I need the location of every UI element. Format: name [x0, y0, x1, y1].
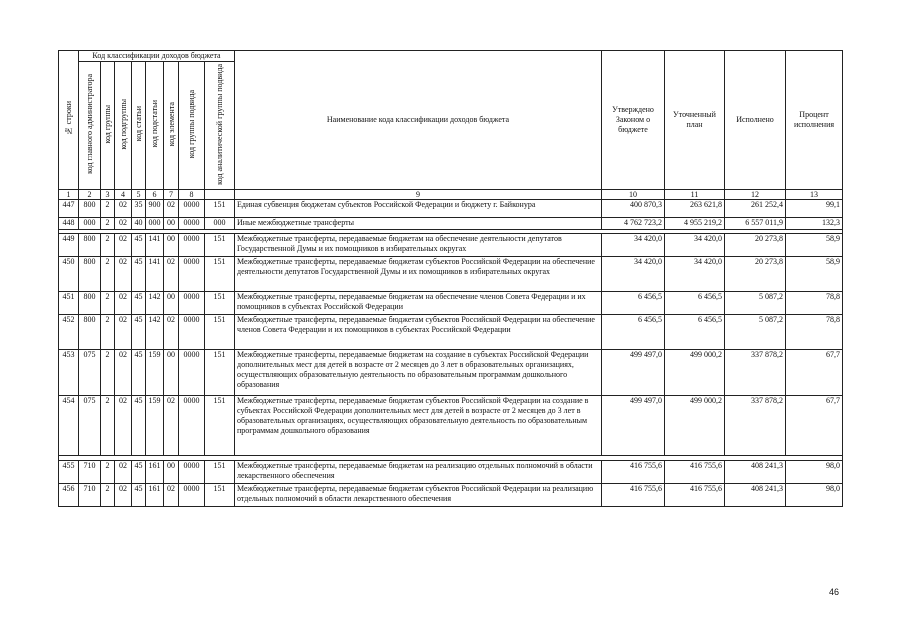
table-row: [59, 218, 843, 230]
percent-cell: 132,3: [786, 218, 843, 230]
element-code-cell: 00: [164, 350, 179, 396]
element-code-cell: 00: [164, 234, 179, 257]
subgroup-code-cell: 02: [115, 396, 132, 456]
table-row: [59, 484, 843, 507]
executed-amount-cell: 261 252,4: [725, 200, 786, 218]
col-number: 2: [79, 190, 101, 200]
group-code-cell: 2: [101, 396, 115, 456]
analytic-group-code-cell: 151: [205, 315, 235, 350]
group-code-cell: 2: [101, 234, 115, 257]
subarticle-code-cell: 141: [146, 234, 164, 257]
approved-amount-cell: 4 762 723,2: [602, 218, 665, 230]
percent-cell: 67,7: [786, 350, 843, 396]
table-row: [59, 292, 843, 315]
col-number: 1: [59, 190, 79, 200]
element-code-cell: 02: [164, 396, 179, 456]
executed-header: Исполнено: [725, 51, 786, 190]
subgroup-code-cell: 02: [115, 200, 132, 218]
analytic-group-code-cell: 151: [205, 350, 235, 396]
refined-plan-cell: 4 955 219,2: [665, 218, 725, 230]
analytic-group-code-cell: 151: [205, 461, 235, 484]
table-row: [59, 257, 843, 292]
row-number-cell: 450: [59, 257, 79, 292]
subarticle-code-cell: 900: [146, 200, 164, 218]
col-number: 11: [665, 190, 725, 200]
element-code-cell: 02: [164, 257, 179, 292]
name-header: Наименование кода классификации доходов бюджета: [235, 51, 602, 190]
income-name-cell: Межбюджетные трансферты, передаваемые бюджетам на обеспечение членов Совета Федерации и их помощников в субъектах Российской Федерации: [235, 292, 602, 315]
refined-plan-cell: 416 755,6: [665, 484, 725, 507]
subgroup-code-cell: 02: [115, 218, 132, 230]
refined-plan-cell: 263 621,8: [665, 200, 725, 218]
subarticle-code-cell: 161: [146, 461, 164, 484]
row-number-cell: 455: [59, 461, 79, 484]
row-number-cell: 453: [59, 350, 79, 396]
group-code-cell: 2: [101, 218, 115, 230]
income-name-cell: Межбюджетные трансферты, передаваемые бюджетам субъектов Российской Федерации на обеспечение деятельности депутатов Государственной Думы и их помощников в избирательных округах: [235, 257, 602, 292]
subtype-group-code-cell: 0000: [179, 461, 205, 484]
table-row: [59, 315, 843, 350]
analytic-group-code-cell: 151: [205, 234, 235, 257]
code-header-group: код группы: [101, 62, 115, 190]
code-header-element: код элемента: [164, 62, 179, 190]
executed-amount-cell: 408 241,3: [725, 484, 786, 507]
approved-amount-cell: 6 456,5: [602, 315, 665, 350]
percent-cell: 58,9: [786, 257, 843, 292]
admin-code-cell: 800: [79, 200, 101, 218]
col-number: 10: [602, 190, 665, 200]
approved-amount-cell: 6 456,5: [602, 292, 665, 315]
row-number-cell: 448: [59, 218, 79, 230]
subtype-group-code-cell: 0000: [179, 234, 205, 257]
group-code-cell: 2: [101, 315, 115, 350]
subarticle-code-cell: 000: [146, 218, 164, 230]
col-number: 7: [164, 190, 179, 200]
article-code-cell: 45: [132, 257, 146, 292]
approved-amount-cell: 499 497,0: [602, 350, 665, 396]
refined-plan-cell: 499 000,2: [665, 350, 725, 396]
article-code-cell: 45: [132, 396, 146, 456]
article-code-cell: 40: [132, 218, 146, 230]
refined-header: Уточненный план: [665, 51, 725, 190]
row-number-cell: 449: [59, 234, 79, 257]
budget-income-table: [58, 50, 843, 507]
income-name-cell: Иные межбюджетные трансферты: [235, 218, 602, 230]
article-code-cell: 45: [132, 292, 146, 315]
classification-code-group-header: Код классификации доходов бюджета: [79, 51, 235, 62]
table-row: [59, 350, 843, 396]
group-code-cell: 2: [101, 200, 115, 218]
subgroup-code-cell: 02: [115, 350, 132, 396]
refined-plan-cell: 416 755,6: [665, 461, 725, 484]
percent-cell: 99,1: [786, 200, 843, 218]
code-header-analytic-group: код аналитической группы подвида: [205, 62, 235, 190]
percent-cell: 78,8: [786, 292, 843, 315]
income-name-cell: Межбюджетные трансферты, передаваемые бюджетам на создание в субъектах Российской Федерации дополнительных мест для детей в возрасте от 2 месяцев до 3 лет в образовательных организациях, осуществляющих образовательную деятельность по образовательным программам дошкольного образования: [235, 350, 602, 396]
table-row: [59, 200, 843, 218]
executed-amount-cell: 20 273,8: [725, 234, 786, 257]
article-code-cell: 45: [132, 234, 146, 257]
approved-amount-cell: 34 420,0: [602, 234, 665, 257]
income-name-cell: Единая субвенция бюджетам субъектов Российской Федерации и бюджету г. Байконура: [235, 200, 602, 218]
executed-amount-cell: 337 878,2: [725, 396, 786, 456]
col-number: 3: [101, 190, 115, 200]
subgroup-code-cell: 02: [115, 257, 132, 292]
analytic-group-code-cell: 151: [205, 396, 235, 456]
income-name-cell: Межбюджетные трансферты, передаваемые бюджетам субъектов Российской Федерации на обеспечение членов Совета Федерации и их помощников в субъектах Российской Федерации: [235, 315, 602, 350]
approved-amount-cell: 416 755,6: [602, 484, 665, 507]
col-number: 13: [786, 190, 843, 200]
group-code-cell: 2: [101, 292, 115, 315]
executed-amount-cell: 5 087,2: [725, 315, 786, 350]
refined-plan-cell: 34 420,0: [665, 234, 725, 257]
subtype-group-code-cell: 0000: [179, 484, 205, 507]
element-code-cell: 02: [164, 484, 179, 507]
article-code-cell: 45: [132, 350, 146, 396]
element-code-cell: 00: [164, 461, 179, 484]
code-header-subarticle: код подстатьи: [146, 62, 164, 190]
approved-amount-cell: 499 497,0: [602, 396, 665, 456]
refined-plan-cell: 499 000,2: [665, 396, 725, 456]
admin-code-cell: 800: [79, 257, 101, 292]
percent-cell: 98,0: [786, 484, 843, 507]
row-number-header: № строки: [59, 51, 79, 190]
percent-cell: 98,0: [786, 461, 843, 484]
col-number: 8: [179, 190, 205, 200]
code-header-subgroup: код подгруппы: [115, 62, 132, 190]
subtype-group-code-cell: 0000: [179, 292, 205, 315]
subtype-group-code-cell: 0000: [179, 350, 205, 396]
article-code-cell: 45: [132, 461, 146, 484]
subgroup-code-cell: 02: [115, 461, 132, 484]
col-number: 4: [115, 190, 132, 200]
analytic-group-code-cell: 151: [205, 257, 235, 292]
row-number-cell: 451: [59, 292, 79, 315]
subarticle-code-cell: 159: [146, 396, 164, 456]
col-number: [205, 190, 235, 200]
admin-code-cell: 075: [79, 350, 101, 396]
admin-code-cell: 710: [79, 484, 101, 507]
row-number-cell: 447: [59, 200, 79, 218]
group-code-cell: 2: [101, 350, 115, 396]
subtype-group-code-cell: 0000: [179, 396, 205, 456]
executed-amount-cell: 5 087,2: [725, 292, 786, 315]
subgroup-code-cell: 02: [115, 234, 132, 257]
table-row: [59, 396, 843, 456]
col-number: 12: [725, 190, 786, 200]
analytic-group-code-cell: 151: [205, 292, 235, 315]
element-code-cell: 02: [164, 200, 179, 218]
subgroup-code-cell: 02: [115, 484, 132, 507]
subgroup-code-cell: 02: [115, 315, 132, 350]
income-name-cell: Межбюджетные трансферты, передаваемые бюджетам на реализацию отдельных полномочий в области лекарственного обеспечения: [235, 461, 602, 484]
row-number-cell: 454: [59, 396, 79, 456]
percent-header: Процент исполнения: [786, 51, 843, 190]
code-header-administrator: код главного администратора: [79, 62, 101, 190]
executed-amount-cell: 408 241,3: [725, 461, 786, 484]
refined-plan-cell: 34 420,0: [665, 257, 725, 292]
analytic-group-code-cell: 151: [205, 200, 235, 218]
row-number-cell: 456: [59, 484, 79, 507]
table-row: [59, 234, 843, 257]
subgroup-code-cell: 02: [115, 292, 132, 315]
col-number: 5: [132, 190, 146, 200]
approved-amount-cell: 416 755,6: [602, 461, 665, 484]
admin-code-cell: 800: [79, 315, 101, 350]
executed-amount-cell: 337 878,2: [725, 350, 786, 396]
subtype-group-code-cell: 0000: [179, 257, 205, 292]
income-name-cell: Межбюджетные трансферты, передаваемые бюджетам на обеспечение деятельности депутатов Государственной Думы и их помощников в избирательных округах: [235, 234, 602, 257]
income-name-cell: Межбюджетные трансферты, передаваемые бюджетам субъектов Российской Федерации на создание в субъектах Российской Федерации дополнительных мест для детей в возрасте от 2 месяцев до 3 лет в образовательных организациях, осуществляющих образовательную деятельность по образовательным программам дошкольного образования: [235, 396, 602, 456]
element-code-cell: 00: [164, 218, 179, 230]
admin-code-cell: 000: [79, 218, 101, 230]
approved-amount-cell: 400 870,3: [602, 200, 665, 218]
executed-amount-cell: 20 273,8: [725, 257, 786, 292]
col-number: 6: [146, 190, 164, 200]
subarticle-code-cell: 161: [146, 484, 164, 507]
code-header-article: код статьи: [132, 62, 146, 190]
article-code-cell: 45: [132, 484, 146, 507]
analytic-group-code-cell: 151: [205, 484, 235, 507]
subtype-group-code-cell: 0000: [179, 200, 205, 218]
col-number: 9: [235, 190, 602, 200]
subtype-group-code-cell: 0000: [179, 315, 205, 350]
article-code-cell: 35: [132, 200, 146, 218]
analytic-group-code-cell: 000: [205, 218, 235, 230]
percent-cell: 67,7: [786, 396, 843, 456]
approved-amount-cell: 34 420,0: [602, 257, 665, 292]
group-code-cell: 2: [101, 257, 115, 292]
approved-header: Утверждено Законом о бюджете: [602, 51, 665, 190]
admin-code-cell: 075: [79, 396, 101, 456]
article-code-cell: 45: [132, 315, 146, 350]
percent-cell: 78,8: [786, 315, 843, 350]
subtype-group-code-cell: 0000: [179, 218, 205, 230]
subarticle-code-cell: 159: [146, 350, 164, 396]
element-code-cell: 02: [164, 315, 179, 350]
group-code-cell: 2: [101, 461, 115, 484]
table-row: [59, 461, 843, 484]
admin-code-cell: 800: [79, 292, 101, 315]
admin-code-cell: 710: [79, 461, 101, 484]
refined-plan-cell: 6 456,5: [665, 315, 725, 350]
refined-plan-cell: 6 456,5: [665, 292, 725, 315]
page-number: 46: [829, 587, 840, 597]
subarticle-code-cell: 141: [146, 257, 164, 292]
executed-amount-cell: 6 557 011,9: [725, 218, 786, 230]
column-number-row: [59, 190, 843, 200]
code-header-subtype-group: код группы подвида: [179, 62, 205, 190]
row-number-cell: 452: [59, 315, 79, 350]
group-code-cell: 2: [101, 484, 115, 507]
income-name-cell: Межбюджетные трансферты, передаваемые бюджетам субъектов Российской Федерации на реализацию отдельных полномочий в области лекарственного обеспечения: [235, 484, 602, 507]
admin-code-cell: 800: [79, 234, 101, 257]
element-code-cell: 00: [164, 292, 179, 315]
subarticle-code-cell: 142: [146, 315, 164, 350]
subarticle-code-cell: 142: [146, 292, 164, 315]
percent-cell: 58,9: [786, 234, 843, 257]
